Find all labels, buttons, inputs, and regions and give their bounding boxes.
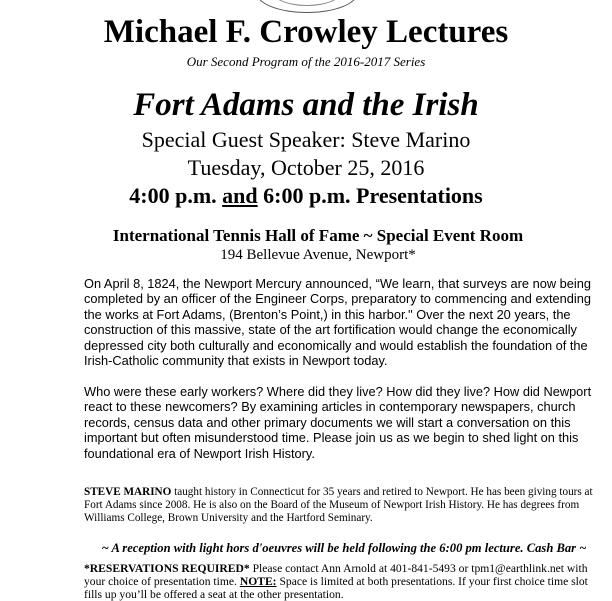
reservations-label: *RESERVATIONS REQUIRED* [84, 562, 250, 575]
note-label: NOTE: [239, 575, 277, 588]
times-part1: 4:00 p.m. [129, 183, 223, 208]
times-and: and [222, 183, 258, 208]
talk-title: Fort Adams and the Irish [133, 87, 479, 123]
venue-name: International Tennis Hall of Fame ~ Special Event Room [112, 226, 524, 245]
speaker-bio [84, 486, 606, 524]
series-subtitle: Our Second Program of the 2016-2017 Series [186, 54, 426, 69]
page-title: Michael F. Crowley Lectures [103, 14, 509, 50]
reservations-notice [84, 562, 606, 601]
reservations-text-1: Please contact Ann Arnold at 401-841-5493 or tpm1@earthlink.net with your choice of presentation time. [84, 562, 588, 588]
reception-notice: ~ A reception with light hors d'oeuvres will be held following the 6:00 pm lecture. Cash Bar ~ [101, 541, 587, 555]
event-date: Tuesday, October 25, 2016 [187, 155, 425, 180]
bio-text: taught history in Connecticut for 35 years and retired to Newport. He has been giving tours at Fort Adams since 2008. He is also on the Board of the Museum of Newport Irish History. He has degrees from Williams College, Brown University and the Hartford Seminary. [84, 486, 593, 524]
body-paragraph-2: Who were these early workers? Where did they live? How did they live? How did Newport react to these newcomers? By examining articles in contemporary newspapers, church records, census data and other primary documents we will start a conversation on this important but often misunderstood time. Please join us as we begin to shed light on this foundational era of Newport Irish History. [84, 384, 592, 461]
reservations-text-2: Space is limited at both presentations. If your first choice time slot fills up you’ll be offered a seat at the other presentation. [84, 575, 588, 601]
body-paragraph-1: On April 8, 1824, the Newport Mercury announced, “We learn, that surveys are now being completed by an officer of the Engineer Corps, preparatory to commencing and extending the works at Fort Adams, (Brenton’s Point,) in this harbor." Over the next 20 years, the construction of this massive, state of the art fortification would change the economically depressed city both culturally and economically and would establish the foundation of the Irish-Catholic community that exists in Newport today. [84, 276, 591, 369]
bio-name: STEVE MARINO [84, 486, 172, 498]
times-part2: 6:00 p.m. Presentations [257, 183, 483, 208]
speaker-line: Special Guest Speaker: Steve Marino [141, 127, 471, 152]
venue-address: 194 Bellevue Avenue, Newport* [220, 247, 416, 263]
presentation-times [0, 182, 612, 210]
